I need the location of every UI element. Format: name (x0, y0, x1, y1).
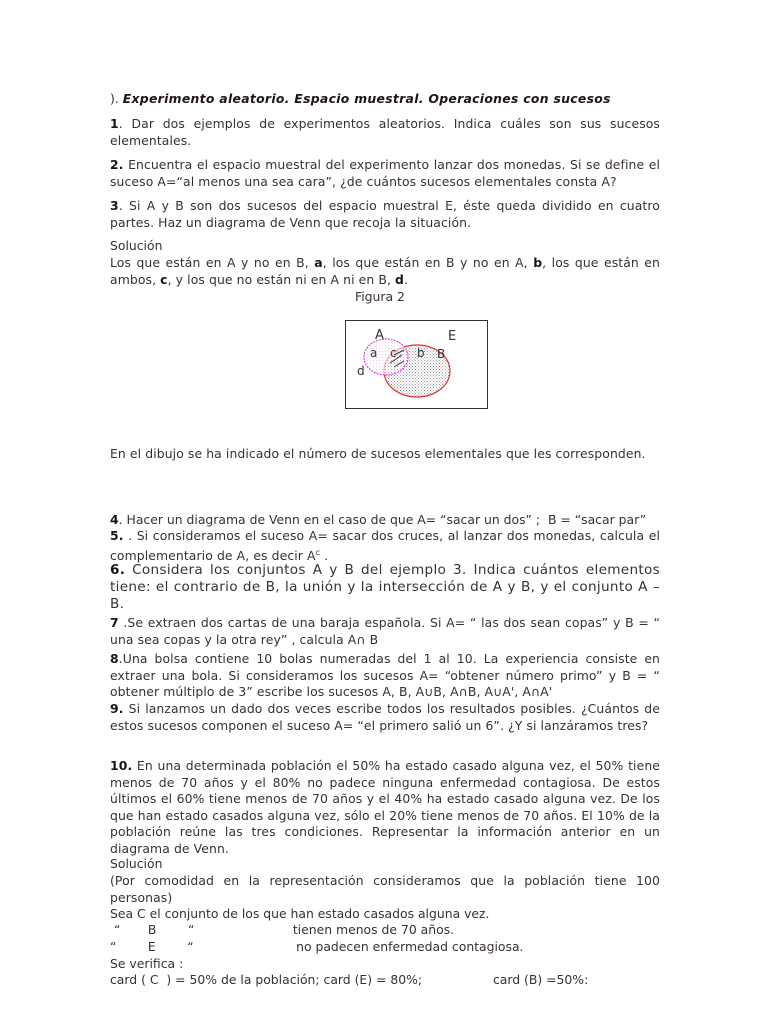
exercise-text: . Hacer un diagrama de Venn en el caso de que A= “sacar un dos” ; B = “sacar par” (118, 512, 647, 527)
venn-label-c: c (390, 346, 397, 360)
region-d-label: d (395, 271, 405, 287)
venn-label-a: a (370, 346, 378, 360)
exercise-text-end: . (320, 547, 329, 563)
exercise-number: 10. (110, 758, 133, 773)
exercise-7 (110, 615, 660, 648)
exercise-number: 2. (110, 157, 124, 172)
exercise-text: Encuentra el espacio muestral del experimento lanzar dos monedas. Si se define el suceso A=“al menos una sea cara”, ¿de cuántos sucesos elementales consta A? (110, 157, 660, 189)
exercise-1 (110, 116, 660, 149)
exercise-number: 5. (110, 528, 124, 543)
exercise-8 (110, 651, 660, 701)
solution-part: , los que están en ambos, (110, 255, 660, 287)
solution-part: . (404, 271, 409, 287)
figure-caption: Figura 2 (355, 289, 405, 304)
exercise-number: 4 (110, 512, 119, 527)
exercise-text: .Una bolsa contiene 10 bolas numeradas del 1 al 10. La experiencia consiste en extraer una bola. Si consideramos los sucesos A= “obtener número primo” y B = “ obtener múltiplo de 3” escribe los sucesos A, B, A∪B, A∩B, A∪A', A∩A' (110, 651, 660, 699)
exercise-6 (110, 562, 660, 613)
solution-heading: Solución (110, 238, 163, 253)
solution-part: , y los que no están ni en A ni en B, (167, 271, 396, 287)
solution-part: , los que están en B y no en A, (322, 255, 534, 270)
region-b-label: b (533, 255, 543, 270)
exercise-2 (110, 157, 660, 190)
exercise-3 (110, 198, 660, 231)
exercise-5 (110, 528, 660, 564)
exercise-text: . Si consideramos el suceso A= sacar dos cruces, al lanzar dos monedas, calcula el complementario de A, es decir A (110, 528, 660, 563)
exercise-4 (110, 512, 646, 529)
solution-heading-2: Solución (110, 856, 163, 871)
exercise-text: . Dar dos ejemplos de experimentos aleatorios. Indica cuáles son sus sucesos elementales. (110, 116, 660, 148)
region-a-label: a (314, 255, 323, 270)
venn-label-b: b (417, 346, 425, 360)
superscript-c: c (315, 547, 321, 557)
solution-3-text (110, 255, 660, 288)
exercise-9 (110, 701, 660, 734)
title-prefix: ). (110, 91, 119, 106)
exercise-number: 8 (110, 651, 119, 666)
title-text: Experimento aleatorio. Espacio muestral. Operaciones con sucesos (122, 91, 611, 106)
exercise-number: 7 (110, 615, 119, 630)
exercise-text: . Si A y B son dos sucesos del espacio muestral E, éste queda dividido en cuatro partes. Haz un diagrama de Venn que recoja la situación. (110, 198, 660, 230)
venn-label-A: A (375, 328, 384, 343)
venn-label-E: E (448, 329, 457, 344)
figure-note: En el dibujo se ha indicado el número de sucesos elementales que les corresponden. (110, 446, 646, 461)
solution-part: Los que están en A y no en B, (110, 255, 315, 270)
exercise-number: 1 (110, 116, 119, 131)
exercise-10 (110, 758, 660, 857)
exercise-text: Si lanzamos un dado dos veces escribe todos los resultados posibles. ¿Cuántos de estos sucesos componen el suceso A= “el primero salió un 6”. ¿Y si lanzáramos tres? (110, 701, 660, 733)
exercise-text: .Se extraen dos cartas de una baraja española. Si A= “ las dos sean copas” y B = “ una sea copas y la otra rey” , calcula A∩ B (110, 615, 660, 647)
venn-label-B: B (437, 347, 446, 361)
section-title (110, 91, 611, 108)
definition-c: Sea C el conjunto de los que han estado casados alguna vez. (110, 906, 490, 921)
cardinality-line: card ( C ) = 50% de la población; card (E) = 80%; card (B) =50%: (110, 972, 589, 987)
exercise-number: 9. (110, 701, 124, 716)
region-c-label: c (160, 271, 168, 287)
venn-label-d: d (357, 364, 365, 378)
verifica-label: Se verifica : (110, 956, 184, 971)
exercise-text: Considera los conjuntos A y B del ejemplo 3. Indica cuántos elementos tiene: el contrario de B, la unión y la intersección de A y B, y el conjunto A – B. (110, 562, 660, 612)
exercise-text: En una determinada población el 50% ha estado casado alguna vez, el 50% tiene menos de 70 años y el 80% no padece ninguna enfermedad contagiosa. De estos últimos el 60% tiene menos de 70 años y el 40% ha estado casado alguna vez. De los que han estado casados alguna vez, sólo el 20% tiene menos de 70 años. El 10% de la población reúne las tres condiciones. Representar la información anterior en un diagrama de Venn. (110, 758, 660, 856)
exercise-number: 3 (110, 198, 119, 213)
definition-b: “ B “ tienen menos de 70 años. (110, 922, 455, 937)
definition-e: “ E “ no padecen enfermedad contagiosa. (110, 939, 524, 954)
venn-svg (346, 321, 487, 408)
exercise-number: 6. (110, 562, 126, 578)
venn-diagram (345, 320, 488, 409)
solution-assumption: (Por comodidad en la representación consideramos que la población tiene 100 personas) (110, 873, 660, 905)
